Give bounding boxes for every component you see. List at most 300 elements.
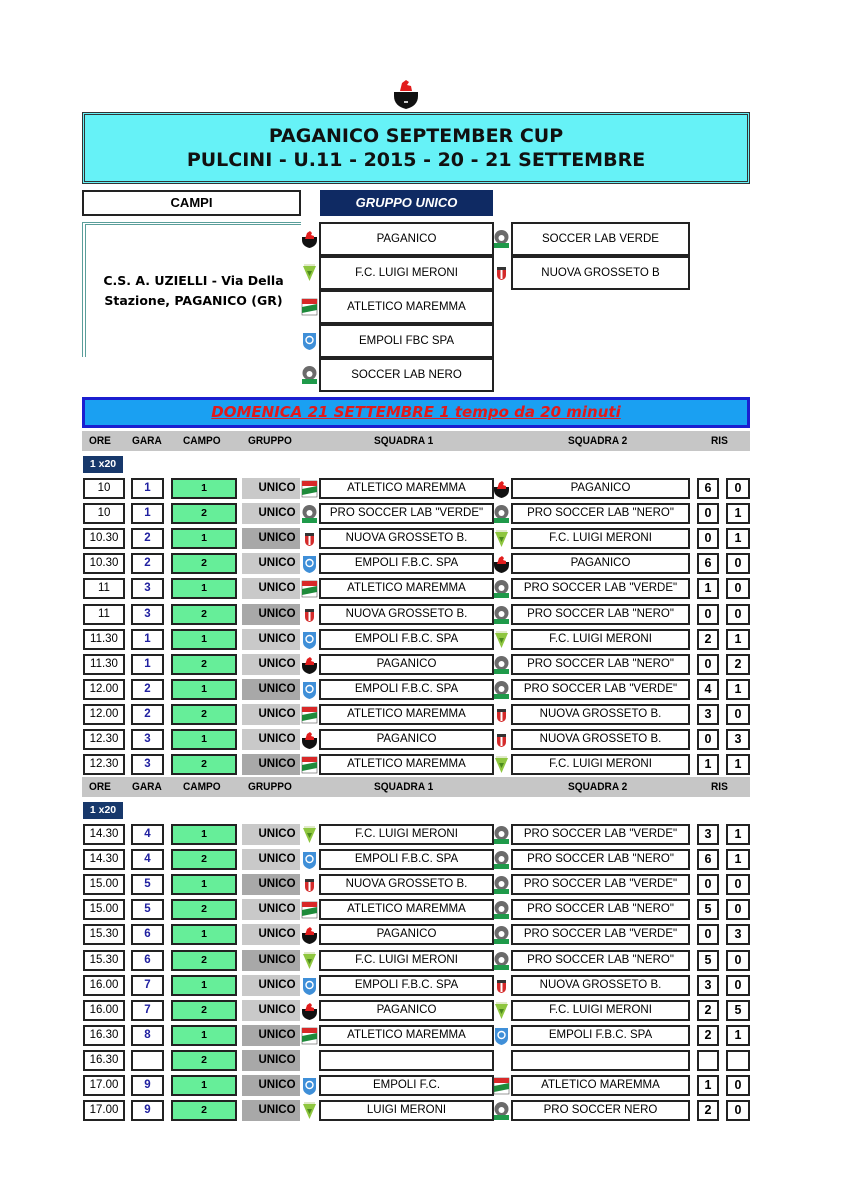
col-header-campo: CAMPO — [183, 435, 221, 447]
match-field: 1 — [171, 478, 237, 499]
home-score: 2 — [697, 1025, 719, 1046]
soccerlab-crest-icon — [301, 504, 318, 524]
match-row — [0, 754, 849, 775]
match-field: 2 — [171, 754, 237, 775]
grosseto-crest-icon — [493, 705, 510, 725]
paganico-crest-icon — [393, 76, 419, 110]
match-time: 12.30 — [83, 754, 125, 775]
away-score: 0 — [726, 1075, 750, 1096]
match-row — [0, 578, 849, 599]
match-row — [0, 1000, 849, 1021]
col-header-squadra1: SQUADRA 1 — [374, 781, 434, 793]
away-team: PAGANICO — [511, 478, 690, 499]
home-score: 2 — [697, 1000, 719, 1021]
match-field: 2 — [171, 950, 237, 971]
match-field: 1 — [171, 1025, 237, 1046]
match-row — [0, 729, 849, 750]
match-field: 1 — [171, 729, 237, 750]
col-header-ris: RIS — [711, 781, 728, 793]
match-time: 17.00 — [83, 1100, 125, 1121]
match-time: 11.30 — [83, 629, 125, 650]
maremma-crest-icon — [301, 479, 318, 499]
page-subtitle: PULCINI - U.11 - 2015 - 20 - 21 SETTEMBRE — [186, 149, 646, 171]
home-team: ATLETICO MAREMMA — [319, 478, 494, 499]
home-team: LUIGI MERONI — [319, 1100, 494, 1121]
match-group: UNICO — [242, 704, 300, 725]
paganico-crest-icon — [301, 730, 318, 750]
away-team: PAGANICO — [511, 553, 690, 574]
empoli-crest-icon — [493, 1026, 510, 1046]
match-time: 16.30 — [83, 1050, 125, 1071]
match-time: 11 — [83, 578, 125, 599]
match-field: 1 — [171, 975, 237, 996]
meroni-crest-icon — [301, 263, 318, 283]
match-number: 2 — [131, 553, 164, 574]
match-number: 8 — [131, 1025, 164, 1046]
home-team: PAGANICO — [319, 729, 494, 750]
home-team: EMPOLI F.C. — [319, 1075, 494, 1096]
maremma-crest-icon — [301, 297, 318, 317]
match-row — [0, 1100, 849, 1121]
away-team: PRO SOCCER LAB "VERDE" — [511, 874, 690, 895]
home-team: PAGANICO — [319, 654, 494, 675]
match-field: 2 — [171, 704, 237, 725]
home-score: 0 — [697, 874, 719, 895]
home-score: 2 — [697, 629, 719, 650]
home-score — [697, 1050, 719, 1071]
home-score: 4 — [697, 679, 719, 700]
col-header-squadra2: SQUADRA 2 — [568, 435, 628, 447]
away-score: 1 — [726, 824, 750, 845]
paganico-crest-icon — [301, 1001, 318, 1021]
group-team-cell: F.C. LUIGI MERONI — [319, 256, 494, 290]
maremma-crest-icon — [301, 579, 318, 599]
gruppo-header: GRUPPO UNICO — [320, 190, 493, 216]
away-score: 0 — [726, 874, 750, 895]
away-team: PRO SOCCER LAB "VERDE" — [511, 824, 690, 845]
col-header-gruppo: GRUPPO — [248, 781, 292, 793]
match-number: 2 — [131, 528, 164, 549]
home-score: 5 — [697, 950, 719, 971]
away-team: PRO SOCCER LAB "VERDE" — [511, 924, 690, 945]
home-team: NUOVA GROSSETO B. — [319, 604, 494, 625]
grosseto-crest-icon — [301, 529, 318, 549]
match-group: UNICO — [242, 950, 300, 971]
group-team-cell: ATLETICO MAREMMA — [319, 290, 494, 324]
grosseto-crest-icon — [301, 605, 318, 625]
match-number: 6 — [131, 924, 164, 945]
column-header-row — [82, 431, 750, 451]
away-score: 0 — [726, 604, 750, 625]
match-time: 15.30 — [83, 924, 125, 945]
away-team: PRO SOCCER NERO — [511, 1100, 690, 1121]
empoli-crest-icon — [301, 1076, 318, 1096]
match-number: 4 — [131, 849, 164, 870]
maremma-crest-icon — [493, 1076, 510, 1096]
page-title: PAGANICO SEPTEMBER CUP — [268, 125, 564, 147]
home-score: 1 — [697, 578, 719, 599]
match-group: UNICO — [242, 1050, 300, 1071]
col-header-ore: ORE — [89, 781, 111, 793]
match-row — [0, 1050, 849, 1071]
match-group: UNICO — [242, 629, 300, 650]
match-time: 16.30 — [83, 1025, 125, 1046]
col-header-campo: CAMPO — [183, 781, 221, 793]
home-score: 1 — [697, 754, 719, 775]
time-slot-tag: 1 x20 — [83, 456, 123, 473]
away-score: 2 — [726, 654, 750, 675]
match-field: 2 — [171, 654, 237, 675]
paganico-crest-icon — [493, 554, 510, 574]
match-number: 7 — [131, 1000, 164, 1021]
home-team: PRO SOCCER LAB "VERDE" — [319, 503, 494, 524]
match-row — [0, 604, 849, 625]
away-team: PRO SOCCER LAB "NERO" — [511, 503, 690, 524]
col-header-gruppo: GRUPPO — [248, 435, 292, 447]
away-score: 0 — [726, 553, 750, 574]
match-row — [0, 528, 849, 549]
away-team: F.C. LUIGI MERONI — [511, 629, 690, 650]
group-team-cell: SOCCER LAB NERO — [319, 358, 494, 392]
soccerlab-crest-icon — [493, 605, 510, 625]
away-team: PRO SOCCER LAB "VERDE" — [511, 578, 690, 599]
title-box — [82, 112, 750, 184]
match-group: UNICO — [242, 924, 300, 945]
empoli-crest-icon — [301, 680, 318, 700]
match-row — [0, 874, 849, 895]
match-time: 11 — [83, 604, 125, 625]
away-team: PRO SOCCER LAB "NERO" — [511, 899, 690, 920]
match-time: 14.30 — [83, 824, 125, 845]
match-field: 2 — [171, 1000, 237, 1021]
away-team: ATLETICO MAREMMA — [511, 1075, 690, 1096]
away-score: 0 — [726, 478, 750, 499]
match-group: UNICO — [242, 975, 300, 996]
meroni-crest-icon — [493, 630, 510, 650]
empoli-crest-icon — [301, 630, 318, 650]
home-team: EMPOLI F.B.C. SPA — [319, 629, 494, 650]
venue-line-1: C.S. A. UZIELLI - Via Della — [103, 273, 284, 288]
match-group: UNICO — [242, 1100, 300, 1121]
soccerlab-crest-icon — [493, 825, 510, 845]
match-group: UNICO — [242, 849, 300, 870]
soccerlab-crest-icon — [493, 850, 510, 870]
match-row — [0, 503, 849, 524]
meroni-crest-icon — [301, 825, 318, 845]
maremma-crest-icon — [301, 705, 318, 725]
paganico-crest-icon — [301, 655, 318, 675]
empoli-crest-icon — [301, 850, 318, 870]
col-header-squadra2: SQUADRA 2 — [568, 781, 628, 793]
match-group: UNICO — [242, 528, 300, 549]
match-row — [0, 654, 849, 675]
match-number: 5 — [131, 899, 164, 920]
maremma-crest-icon — [301, 1026, 318, 1046]
match-time: 15.00 — [83, 874, 125, 895]
match-number: 3 — [131, 754, 164, 775]
maremma-crest-icon — [301, 900, 318, 920]
away-team: PRO SOCCER LAB "VERDE" — [511, 679, 690, 700]
meroni-crest-icon — [493, 1001, 510, 1021]
match-number: 6 — [131, 950, 164, 971]
home-team: EMPOLI F.B.C. SPA — [319, 849, 494, 870]
home-score: 6 — [697, 553, 719, 574]
home-score: 3 — [697, 824, 719, 845]
match-field: 1 — [171, 629, 237, 650]
maremma-crest-icon — [301, 755, 318, 775]
match-time: 12.30 — [83, 729, 125, 750]
away-team: PRO SOCCER LAB "NERO" — [511, 849, 690, 870]
col-header-ore: ORE — [89, 435, 111, 447]
home-score: 5 — [697, 899, 719, 920]
home-score: 1 — [697, 1075, 719, 1096]
match-row — [0, 704, 849, 725]
home-score: 6 — [697, 849, 719, 870]
match-time: 12.00 — [83, 704, 125, 725]
soccerlab-crest-icon — [493, 579, 510, 599]
soccerlab-crest-icon — [493, 900, 510, 920]
match-time: 14.30 — [83, 849, 125, 870]
home-team: NUOVA GROSSETO B. — [319, 874, 494, 895]
match-row — [0, 950, 849, 971]
venue-line-2: Stazione, PAGANICO (GR) — [104, 293, 283, 308]
match-row — [0, 924, 849, 945]
grosseto-crest-icon — [493, 730, 510, 750]
soccerlab-crest-icon — [493, 504, 510, 524]
empoli-crest-icon — [301, 976, 318, 996]
away-score: 0 — [726, 578, 750, 599]
home-team: PAGANICO — [319, 1000, 494, 1021]
match-row — [0, 553, 849, 574]
match-number: 1 — [131, 654, 164, 675]
home-score: 0 — [697, 528, 719, 549]
paganico-crest-icon — [301, 229, 318, 249]
match-group: UNICO — [242, 874, 300, 895]
match-number: 2 — [131, 679, 164, 700]
match-group: UNICO — [242, 1075, 300, 1096]
match-number: 7 — [131, 975, 164, 996]
home-team: F.C. LUIGI MERONI — [319, 824, 494, 845]
match-group: UNICO — [242, 754, 300, 775]
match-group: UNICO — [242, 604, 300, 625]
match-field: 1 — [171, 578, 237, 599]
match-group: UNICO — [242, 654, 300, 675]
match-row — [0, 629, 849, 650]
away-team: F.C. LUIGI MERONI — [511, 754, 690, 775]
column-header-row — [82, 777, 750, 797]
soccerlab-crest-icon — [493, 951, 510, 971]
away-score: 1 — [726, 754, 750, 775]
match-number: 3 — [131, 604, 164, 625]
day-banner — [82, 397, 750, 428]
match-time: 11.30 — [83, 654, 125, 675]
away-team: NUOVA GROSSETO B. — [511, 729, 690, 750]
match-number: 1 — [131, 503, 164, 524]
col-header-squadra1: SQUADRA 1 — [374, 435, 434, 447]
empoli-crest-icon — [301, 331, 318, 351]
home-score: 0 — [697, 654, 719, 675]
grosseto-crest-icon — [493, 976, 510, 996]
group-team-cell: NUOVA GROSSETO B — [511, 256, 690, 290]
match-number: 1 — [131, 478, 164, 499]
home-score: 0 — [697, 604, 719, 625]
grosseto-crest-icon — [493, 263, 510, 283]
match-row — [0, 849, 849, 870]
home-score: 0 — [697, 924, 719, 945]
match-row — [0, 478, 849, 499]
match-time: 10.30 — [83, 553, 125, 574]
away-team — [511, 1050, 690, 1071]
away-team: F.C. LUIGI MERONI — [511, 1000, 690, 1021]
paganico-crest-icon — [301, 925, 318, 945]
away-score: 1 — [726, 503, 750, 524]
match-number: 9 — [131, 1100, 164, 1121]
away-score: 1 — [726, 679, 750, 700]
match-row — [0, 679, 849, 700]
match-time: 17.00 — [83, 1075, 125, 1096]
match-field: 2 — [171, 1050, 237, 1071]
campi-header: CAMPI — [82, 190, 301, 216]
venue-info — [82, 222, 301, 357]
match-time: 16.00 — [83, 975, 125, 996]
group-team-cell: SOCCER LAB VERDE — [511, 222, 690, 256]
match-group: UNICO — [242, 824, 300, 845]
away-score: 1 — [726, 1025, 750, 1046]
home-team: NUOVA GROSSETO B. — [319, 528, 494, 549]
day-banner-text: DOMENICA 21 SETTEMBRE 1 tempo da 20 minuti — [211, 403, 621, 421]
soccerlab-crest-icon — [493, 229, 510, 249]
home-team: EMPOLI F.B.C. SPA — [319, 975, 494, 996]
meroni-crest-icon — [493, 755, 510, 775]
away-score: 0 — [726, 950, 750, 971]
match-field: 1 — [171, 679, 237, 700]
away-score: 5 — [726, 1000, 750, 1021]
match-number: 3 — [131, 729, 164, 750]
away-score — [726, 1050, 750, 1071]
match-group: UNICO — [242, 729, 300, 750]
home-team: EMPOLI F.B.C. SPA — [319, 679, 494, 700]
away-score: 1 — [726, 528, 750, 549]
match-field: 2 — [171, 503, 237, 524]
match-row — [0, 975, 849, 996]
match-row — [0, 1025, 849, 1046]
match-field: 1 — [171, 824, 237, 845]
match-time: 15.30 — [83, 950, 125, 971]
away-score: 0 — [726, 704, 750, 725]
match-row — [0, 1075, 849, 1096]
match-group: UNICO — [242, 503, 300, 524]
home-score: 2 — [697, 1100, 719, 1121]
match-field: 2 — [171, 1100, 237, 1121]
group-team-cell: EMPOLI FBC SPA — [319, 324, 494, 358]
match-time: 12.00 — [83, 679, 125, 700]
meroni-crest-icon — [301, 951, 318, 971]
home-score: 3 — [697, 704, 719, 725]
home-team: ATLETICO MAREMMA — [319, 704, 494, 725]
soccerlab-crest-icon — [493, 925, 510, 945]
match-field: 1 — [171, 874, 237, 895]
empoli-crest-icon — [301, 554, 318, 574]
match-group: UNICO — [242, 1000, 300, 1021]
match-group: UNICO — [242, 553, 300, 574]
home-score: 0 — [697, 729, 719, 750]
home-team — [319, 1050, 494, 1071]
soccerlab-crest-icon — [493, 1101, 510, 1121]
match-group: UNICO — [242, 578, 300, 599]
match-number — [131, 1050, 164, 1071]
soccerlab-crest-icon — [301, 365, 318, 385]
soccerlab-crest-icon — [493, 655, 510, 675]
away-team: PRO SOCCER LAB "NERO" — [511, 604, 690, 625]
match-row — [0, 824, 849, 845]
away-score: 3 — [726, 729, 750, 750]
match-time: 16.00 — [83, 1000, 125, 1021]
home-team: PAGANICO — [319, 924, 494, 945]
match-field: 1 — [171, 924, 237, 945]
meroni-crest-icon — [301, 1101, 318, 1121]
away-score: 1 — [726, 849, 750, 870]
match-time: 15.00 — [83, 899, 125, 920]
match-number: 4 — [131, 824, 164, 845]
match-number: 2 — [131, 704, 164, 725]
home-team: ATLETICO MAREMMA — [319, 1025, 494, 1046]
match-field: 2 — [171, 849, 237, 870]
match-group: UNICO — [242, 679, 300, 700]
time-slot-tag: 1 x20 — [83, 802, 123, 819]
soccerlab-crest-icon — [493, 875, 510, 895]
away-team: PRO SOCCER LAB "NERO" — [511, 654, 690, 675]
away-score: 0 — [726, 1100, 750, 1121]
match-number: 9 — [131, 1075, 164, 1096]
away-team: NUOVA GROSSETO B. — [511, 975, 690, 996]
match-number: 3 — [131, 578, 164, 599]
home-team: ATLETICO MAREMMA — [319, 578, 494, 599]
match-group: UNICO — [242, 899, 300, 920]
match-field: 2 — [171, 899, 237, 920]
match-field: 1 — [171, 1075, 237, 1096]
away-team: PRO SOCCER LAB "NERO" — [511, 950, 690, 971]
match-number: 1 — [131, 629, 164, 650]
grosseto-crest-icon — [301, 875, 318, 895]
match-time: 10 — [83, 478, 125, 499]
away-team: EMPOLI F.B.C. SPA — [511, 1025, 690, 1046]
home-team: EMPOLI F.B.C. SPA — [319, 553, 494, 574]
match-group: UNICO — [242, 1025, 300, 1046]
match-number: 5 — [131, 874, 164, 895]
match-time: 10 — [83, 503, 125, 524]
home-score: 3 — [697, 975, 719, 996]
group-team-cell: PAGANICO — [319, 222, 494, 256]
away-team: F.C. LUIGI MERONI — [511, 528, 690, 549]
home-score: 6 — [697, 478, 719, 499]
match-group: UNICO — [242, 478, 300, 499]
away-score: 0 — [726, 975, 750, 996]
match-time: 10.30 — [83, 528, 125, 549]
match-field: 1 — [171, 528, 237, 549]
col-header-ris: RIS — [711, 435, 728, 447]
soccerlab-crest-icon — [493, 680, 510, 700]
match-row — [0, 899, 849, 920]
home-team: F.C. LUIGI MERONI — [319, 950, 494, 971]
away-score: 3 — [726, 924, 750, 945]
col-header-gara: GARA — [132, 435, 162, 447]
away-team: NUOVA GROSSETO B. — [511, 704, 690, 725]
home-team: ATLETICO MAREMMA — [319, 754, 494, 775]
home-team: ATLETICO MAREMMA — [319, 899, 494, 920]
match-field: 2 — [171, 553, 237, 574]
meroni-crest-icon — [493, 529, 510, 549]
match-field: 2 — [171, 604, 237, 625]
